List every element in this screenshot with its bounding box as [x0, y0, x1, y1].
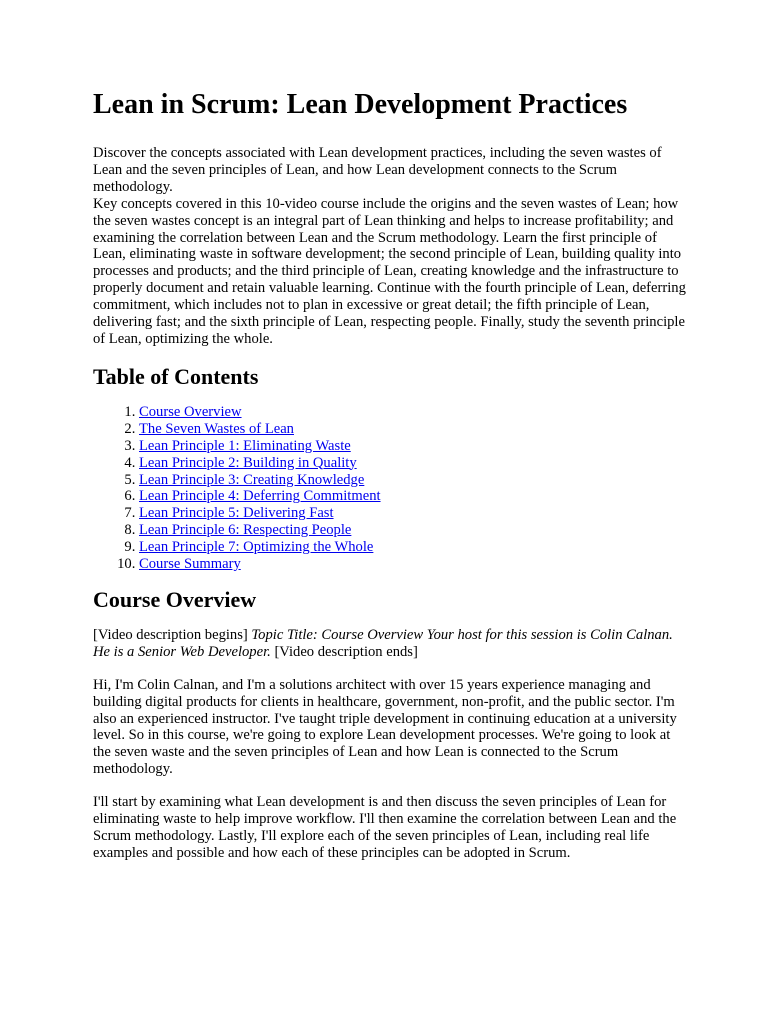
intro-key-concepts: Key concepts covered in this 10-video course include the origins and the seven wastes of Lean; how the seven wastes concept is an integral part of Lean thinking and helps to increase profitability; and examining the correlation between Lean and the Scrum methodology. Learn the first principle of Lean, eliminating waste in software development; the second principle of Lean, building quality into processes and products; and the third principle of Lean, creating knowledge and the infrastructure to properly document and retain valuable learning. Continue with the fourth principle of Lean, deferring commitment, which includes not to plan in excessive or great detail; the fifth principle of Lean, delivering fast; and the sixth principle of Lean, respecting people. Finally, study the seventh principle of Lean, optimizing the whole.	[93, 195, 686, 347]
course-overview-heading: Course Overview	[93, 586, 257, 612]
video-description-topic: Topic Title: Course Overview Your host for this session is Colin Calnan. He is a Senior Web Developer.	[93, 626, 673, 660]
toc-link-course-summary[interactable]: Course Summary	[139, 556, 241, 573]
toc-link-principle-1[interactable]: Lean Principle 1: Eliminating Waste	[139, 437, 351, 454]
toc-link-seven-wastes[interactable]: The Seven Wastes of Lean	[139, 420, 294, 437]
toc-link-principle-7[interactable]: Lean Principle 7: Optimizing the Whole	[139, 539, 374, 556]
toc-item	[139, 404, 688, 421]
toc-item	[139, 488, 688, 505]
toc-link-principle-2[interactable]: Lean Principle 2: Building in Quality	[139, 454, 357, 471]
toc-item	[139, 421, 688, 438]
toc-item	[139, 505, 688, 522]
toc-link-principle-4[interactable]: Lean Principle 4: Deferring Commitment	[139, 488, 381, 505]
video-description	[93, 627, 688, 661]
toc-link-principle-3[interactable]: Lean Principle 3: Creating Knowledge	[139, 471, 365, 488]
toc-item	[139, 438, 688, 455]
toc-item	[139, 539, 688, 556]
overview-paragraph-intro: Hi, I'm Colin Calnan, and I'm a solutions architect with over 15 years experience managing and building digital products for clients in healthcare, government, non-profit, and the public sector. I'm also an experienced instructor. I've taught triple development in continuing education at a university level. So in this course, we're going to explore Lean development processes. We're going to look at the seven waste and the seven principles of Lean and how Lean is connected to the Scrum methodology.	[93, 676, 677, 778]
toc-item	[139, 455, 688, 472]
table-of-contents	[93, 404, 688, 573]
toc-item	[139, 472, 688, 489]
intro-summary: Discover the concepts associated with Lean development practices, including the seven wastes of Lean and the seven principles of Lean, and how Lean development connects to the Scrum methodology.	[93, 145, 662, 195]
toc-item	[139, 522, 688, 539]
toc-link-principle-6[interactable]: Lean Principle 6: Respecting People	[139, 522, 352, 539]
toc-heading: Table of Contents	[93, 363, 259, 389]
video-description-end: [Video description ends]	[270, 643, 418, 660]
toc-link-course-overview[interactable]: Course Overview	[139, 403, 242, 420]
video-description-begin: [Video description begins]	[93, 626, 252, 643]
overview-paragraph-plan: I'll start by examining what Lean development is and then discuss the seven principles of Lean for eliminating waste to help improve workflow. I'll then examine the correlation between Lean and the Scrum methodology. Lastly, I'll explore each of the seven principles of Lean, including real life examples and possible and how each of these principles can be adopted in Scrum.	[93, 794, 677, 861]
page-title: Lean in Scrum: Lean Development Practices	[93, 89, 628, 120]
toc-link-principle-5[interactable]: Lean Principle 5: Delivering Fast	[139, 505, 334, 522]
toc-item	[139, 556, 688, 573]
